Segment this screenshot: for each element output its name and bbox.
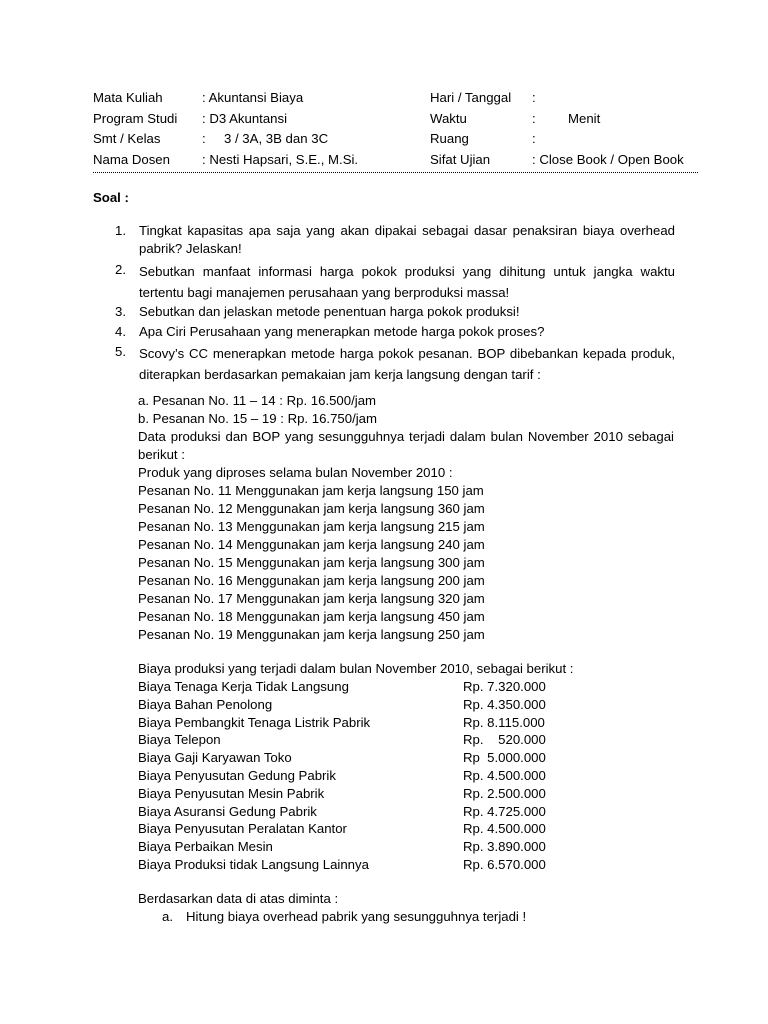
cost-amount: Rp. 520.000 [463,732,546,748]
header-value: Menit [568,110,601,126]
header-value: : Akuntansi Biaya [202,90,304,105]
cost-label: Biaya Tenaga Kerja Tidak Langsung [138,679,349,694]
cost-row [138,820,558,838]
question-text: Apa Ciri Perusahaan yang menerapkan metode harga pokok proses? [139,324,545,339]
question-number: 1. [115,223,126,238]
cost-label: Biaya Penyusutan Peralatan Kantor [138,821,347,837]
header-value: : 3 / 3A, 3B dan 3C [202,131,329,146]
cost-label: Biaya Produksi tidak Langsung Lainnya [138,856,369,872]
header-colon: : [532,90,536,105]
exam-header [93,88,703,170]
header-label: Sifat Ujian [430,151,491,167]
header-row [93,129,703,150]
header-label: Smt / Kelas [93,131,161,146]
cost-amount: Rp. 7.320.000 [463,679,546,694]
question-text: Sebutkan dan jelaskan metode penentuan harga pokok produksi! [139,304,520,319]
cost-row [138,838,558,856]
cost-table [138,678,558,874]
header-row [93,88,703,109]
cost-row [138,678,558,696]
pesanan-line: Pesanan No. 16 Menggunakan jam kerja langsung 200 jam [138,573,485,588]
pesanan-line: Pesanan No. 11 Menggunakan jam kerja langsung 150 jam [138,483,484,498]
header-colon: : Close Book / Open Book [532,151,684,167]
pesanan-line: Pesanan No. 14 Menggunakan jam kerja langsung 240 jam [138,537,485,552]
header-label: Mata Kuliah [93,90,163,105]
cost-amount: Rp. 4.500.000 [463,767,546,783]
question-number: 2. [115,262,126,277]
cost-amount: Rp. 6.570.000 [463,856,546,872]
header-value: : Nesti Hapsari, S.E., M.Si. [202,151,359,167]
cost-amount: Rp. 8.115.000 [463,714,545,730]
pesanan-line: Pesanan No. 12 Menggunakan jam kerja langsung 360 jam [138,501,485,516]
question-5-details [138,392,674,644]
cost-label: Biaya Pembangkit Tenaga Listrik Pabrik [138,714,371,730]
closing-section [138,890,526,926]
header-label: Waktu [430,110,467,126]
question-item [115,261,675,303]
cost-label: Biaya Penyusutan Gedung Pabrik [138,767,336,783]
header-label: Hari / Tanggal [430,90,512,105]
tarif-line: a. Pesanan No. 11 – 14 : Rp. 16.500/jam [138,393,377,408]
header-row [93,109,703,130]
cost-amount: Rp. 2.500.000 [463,785,546,801]
cost-row [138,856,558,874]
data-intro: Data produksi dan BOP yang sesungguhnya terjadi dalam bulan November 2010 sebagai berikut : [138,429,674,462]
question-text: Sebutkan manfaat informasi harga pokok produksi yang dihitung untuk jangka waktu tertentu bagi manajemen perusahaan yang berproduksi massa! [139,264,675,300]
cost-label: Biaya Telepon [138,732,221,748]
closing-intro: Berdasarkan data di atas diminta : [138,891,339,906]
biaya-title [138,660,674,678]
header-label: Program Studi [93,110,178,126]
question-list [115,222,675,385]
cost-label: Biaya Asuransi Gedung Pabrik [138,803,317,819]
header-label: Ruang [430,131,469,146]
question-item [115,323,675,343]
pesanan-line: Pesanan No. 13 Menggunakan jam kerja langsung 215 jam [138,519,485,534]
cost-amount: Rp. 4.500.000 [463,821,546,837]
pesanan-line: Pesanan No. 17 Menggunakan jam kerja langsung 320 jam [138,591,485,606]
cost-row [138,731,558,749]
question-item [115,222,675,261]
cost-label: Biaya Perbaikan Mesin [138,839,273,855]
cost-row [138,714,558,732]
pesanan-line: Pesanan No. 19 Menggunakan jam kerja langsung 250 jam [138,627,485,642]
cost-amount: Rp. 3.890.000 [463,839,546,855]
produk-title: Produk yang diproses selama bulan November 2010 : [138,465,453,480]
pesanan-line: Pesanan No. 15 Menggunakan jam kerja langsung 300 jam [138,555,485,570]
cost-label: Biaya Penyusutan Mesin Pabrik [138,785,325,801]
header-row [93,150,703,171]
cost-label: Biaya Bahan Penolong [138,696,273,712]
question-number: 4. [115,324,126,339]
biaya-heading: Biaya produksi yang terjadi dalam bulan November 2010, sebagai berikut : [138,661,574,676]
question-item [115,303,675,323]
tarif-line: b. Pesanan No. 15 – 19 : Rp. 16.750/jam [138,411,377,426]
cost-row [138,803,558,821]
question-number: 5. [115,344,126,359]
cost-amount: Rp 5.000.000 [463,750,546,766]
question-text: Tingkat kapasitas apa saja yang akan dipakai sebagai dasar penaksiran biaya overhead pabrik? Jelaskan! [139,223,675,256]
question-number: 3. [115,304,126,319]
cost-label: Biaya Gaji Karyawan Toko [138,750,292,766]
question-item [115,343,675,385]
cost-row [138,749,558,767]
header-divider [93,172,698,173]
question-text: Scovy’s CC menerapkan metode harga pokok pesanan. BOP dibebankan kepada produk, diterapkan berdasarkan pemakaian jam kerja langsung dengan tarif : [139,346,675,382]
cost-amount: Rp. 4.725.000 [463,803,546,819]
closing-item-text: Hitung biaya overhead pabrik yang sesungguhnya terjadi ! [186,909,527,924]
closing-item [162,908,526,926]
cost-row [138,767,558,785]
section-title: Soal : [93,190,129,205]
header-colon: : [532,131,536,146]
header-colon: : [532,110,536,126]
cost-amount: Rp. 4.350.000 [463,696,546,712]
closing-item-number: a. [162,909,173,924]
header-value: : D3 Akuntansi [202,110,288,126]
pesanan-line: Pesanan No. 18 Menggunakan jam kerja langsung 450 jam [138,609,485,624]
cost-row [138,785,558,803]
header-label: Nama Dosen [93,151,170,167]
cost-row [138,696,558,714]
